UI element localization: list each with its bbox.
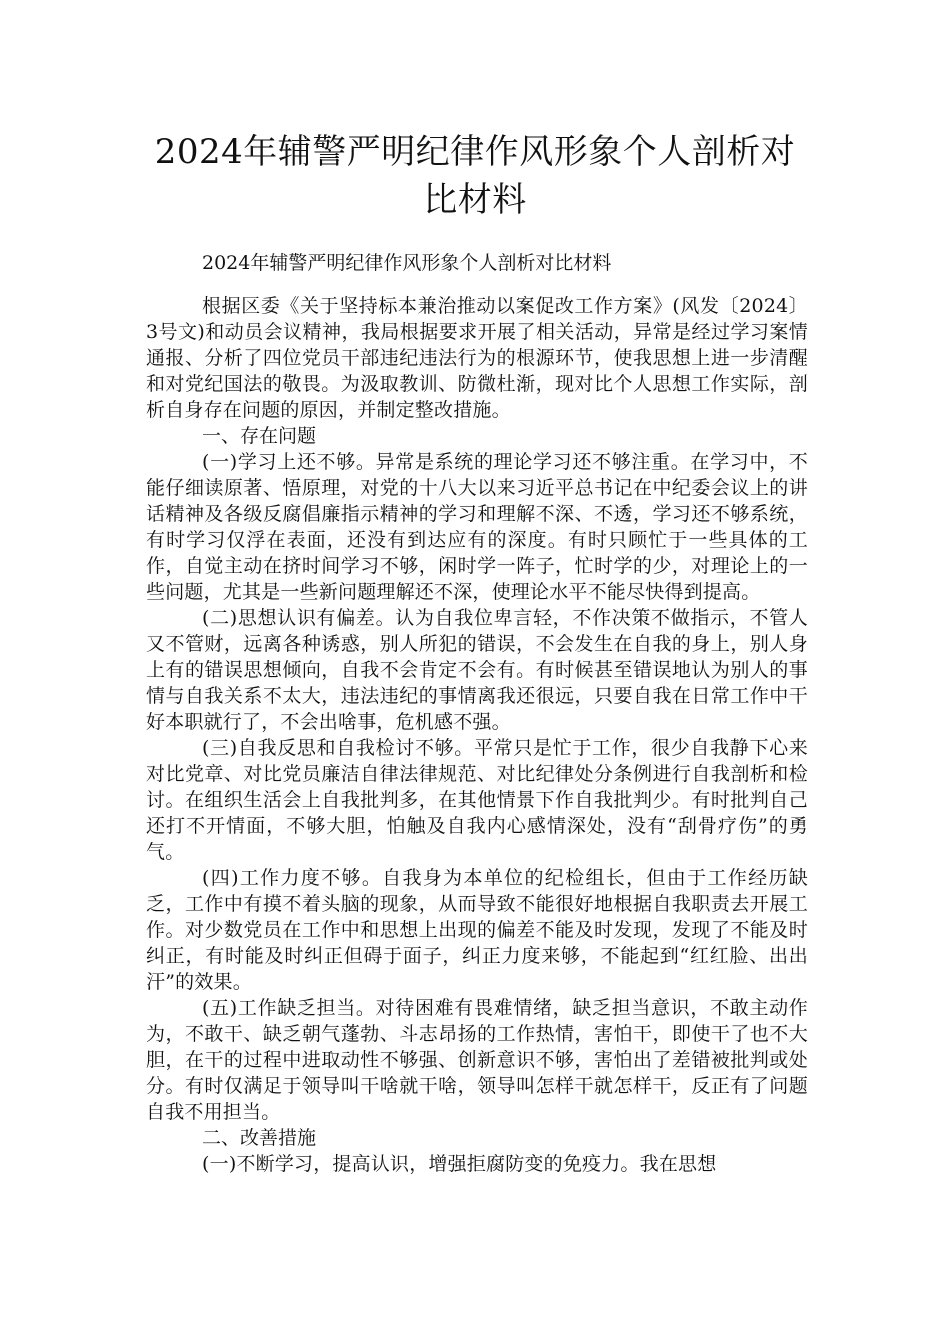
- document-title: [0, 128, 950, 224]
- problem-paragraph-1: (一)学习上还不够。异常是系统的理论学习还不够注重。在学习中，不能仔细读原著、悟原理，对党的十八大以来习近平总书记在中纪委会议上的讲话精神及各级反腐倡廉指示精神的学习和理解不深、不透，学习还不够系统，有时学习仅浮在表面，还没有到达应有的深度。有时只顾忙于一些具体的工作，自觉主动在挤时间学习不够，闲时学一阵子，忙时学的少，对理论上的一些问题，尤其是一些新问题理解还不深，使理论水平不能尽快得到提高。: [146, 451, 808, 603]
- measure-paragraph-1: (一)不断学习，提高认识，增强拒腐防变的免疫力。我在思想: [202, 1153, 717, 1175]
- title-line-2: 比材料: [423, 180, 527, 220]
- section-heading-measures: 二、改善措施: [202, 1127, 317, 1149]
- document-body: [146, 293, 808, 1177]
- title-line-1: 2024年辅警严明纪律作风形象个人剖析对: [154, 132, 796, 172]
- problem-paragraph-3: (三)自我反思和自我检讨不够。平常只是忙于工作，很少自我静下心来对比党章、对比党员廉洁自律法律规范、对比纪律处分条例进行自我剖析和检讨。在组织生活会上自我批判多，在其他情景下作自我批判少。有时批判自己还打不开情面，不够大胆，怕触及自我内心感情深处，没有“刮骨疗伤”的勇气。: [146, 737, 808, 863]
- problem-paragraph-2: (二)思想认识有偏差。认为自我位卑言轻，不作决策不做指示，不管人又不管财，远离各种诱惑，别人所犯的错误，不会发生在自我的身上，别人身上有的错误思想倾向，自我不会肯定不会有。有时候甚至错误地认为别人的事情与自我关系不太大，违法违纪的事情离我还很远，只要自我在日常工作中干好本职就行了，不会出啥事，危机感不强。: [146, 607, 808, 733]
- intro-paragraph: 根据区委《关于坚持标本兼治推动以案促改工作方案》(风发〔2024〕3号文)和动员会议精神，我局根据要求开展了相关活动，异常是经过学习案情通报、分析了四位党员干部违纪违法行为的根源环节，使我思想上进一步清醒和对党纪国法的敬畏。为汲取教训、防微杜渐，现对比个人思想工作实际，剖析自身存在问题的原因，并制定整改措施。: [146, 295, 808, 421]
- problem-paragraph-4: (四)工作力度不够。自我身为本单位的纪检组长，但由于工作经历缺乏，工作中有摸不着头脑的现象，从而导致不能很好地根据自我职责去开展工作。对少数党员在工作中和思想上出现的偏差不能及时发现，发现了不能及时纠正，有时能及时纠正但碍于面子，纠正力度来够，不能起到“红红脸、出出汗”的效果。: [146, 867, 808, 993]
- document-subtitle: 2024年辅警严明纪律作风形象个人剖析对比材料: [202, 252, 612, 274]
- problem-paragraph-5: (五)工作缺乏担当。对待困难有畏难情绪，缺乏担当意识，不敢主动作为，不敢干、缺乏朝气蓬勃、斗志昂扬的工作热情，害怕干，即使干了也不大胆，在干的过程中进取动性不够强、创新意识不够，害怕出了差错被批判或处分。有时仅满足于领导叫干啥就干啥，领导叫怎样干就怎样干，反正有了问题自我不用担当。: [146, 997, 808, 1123]
- section-heading-problems: 一、存在问题: [202, 425, 317, 447]
